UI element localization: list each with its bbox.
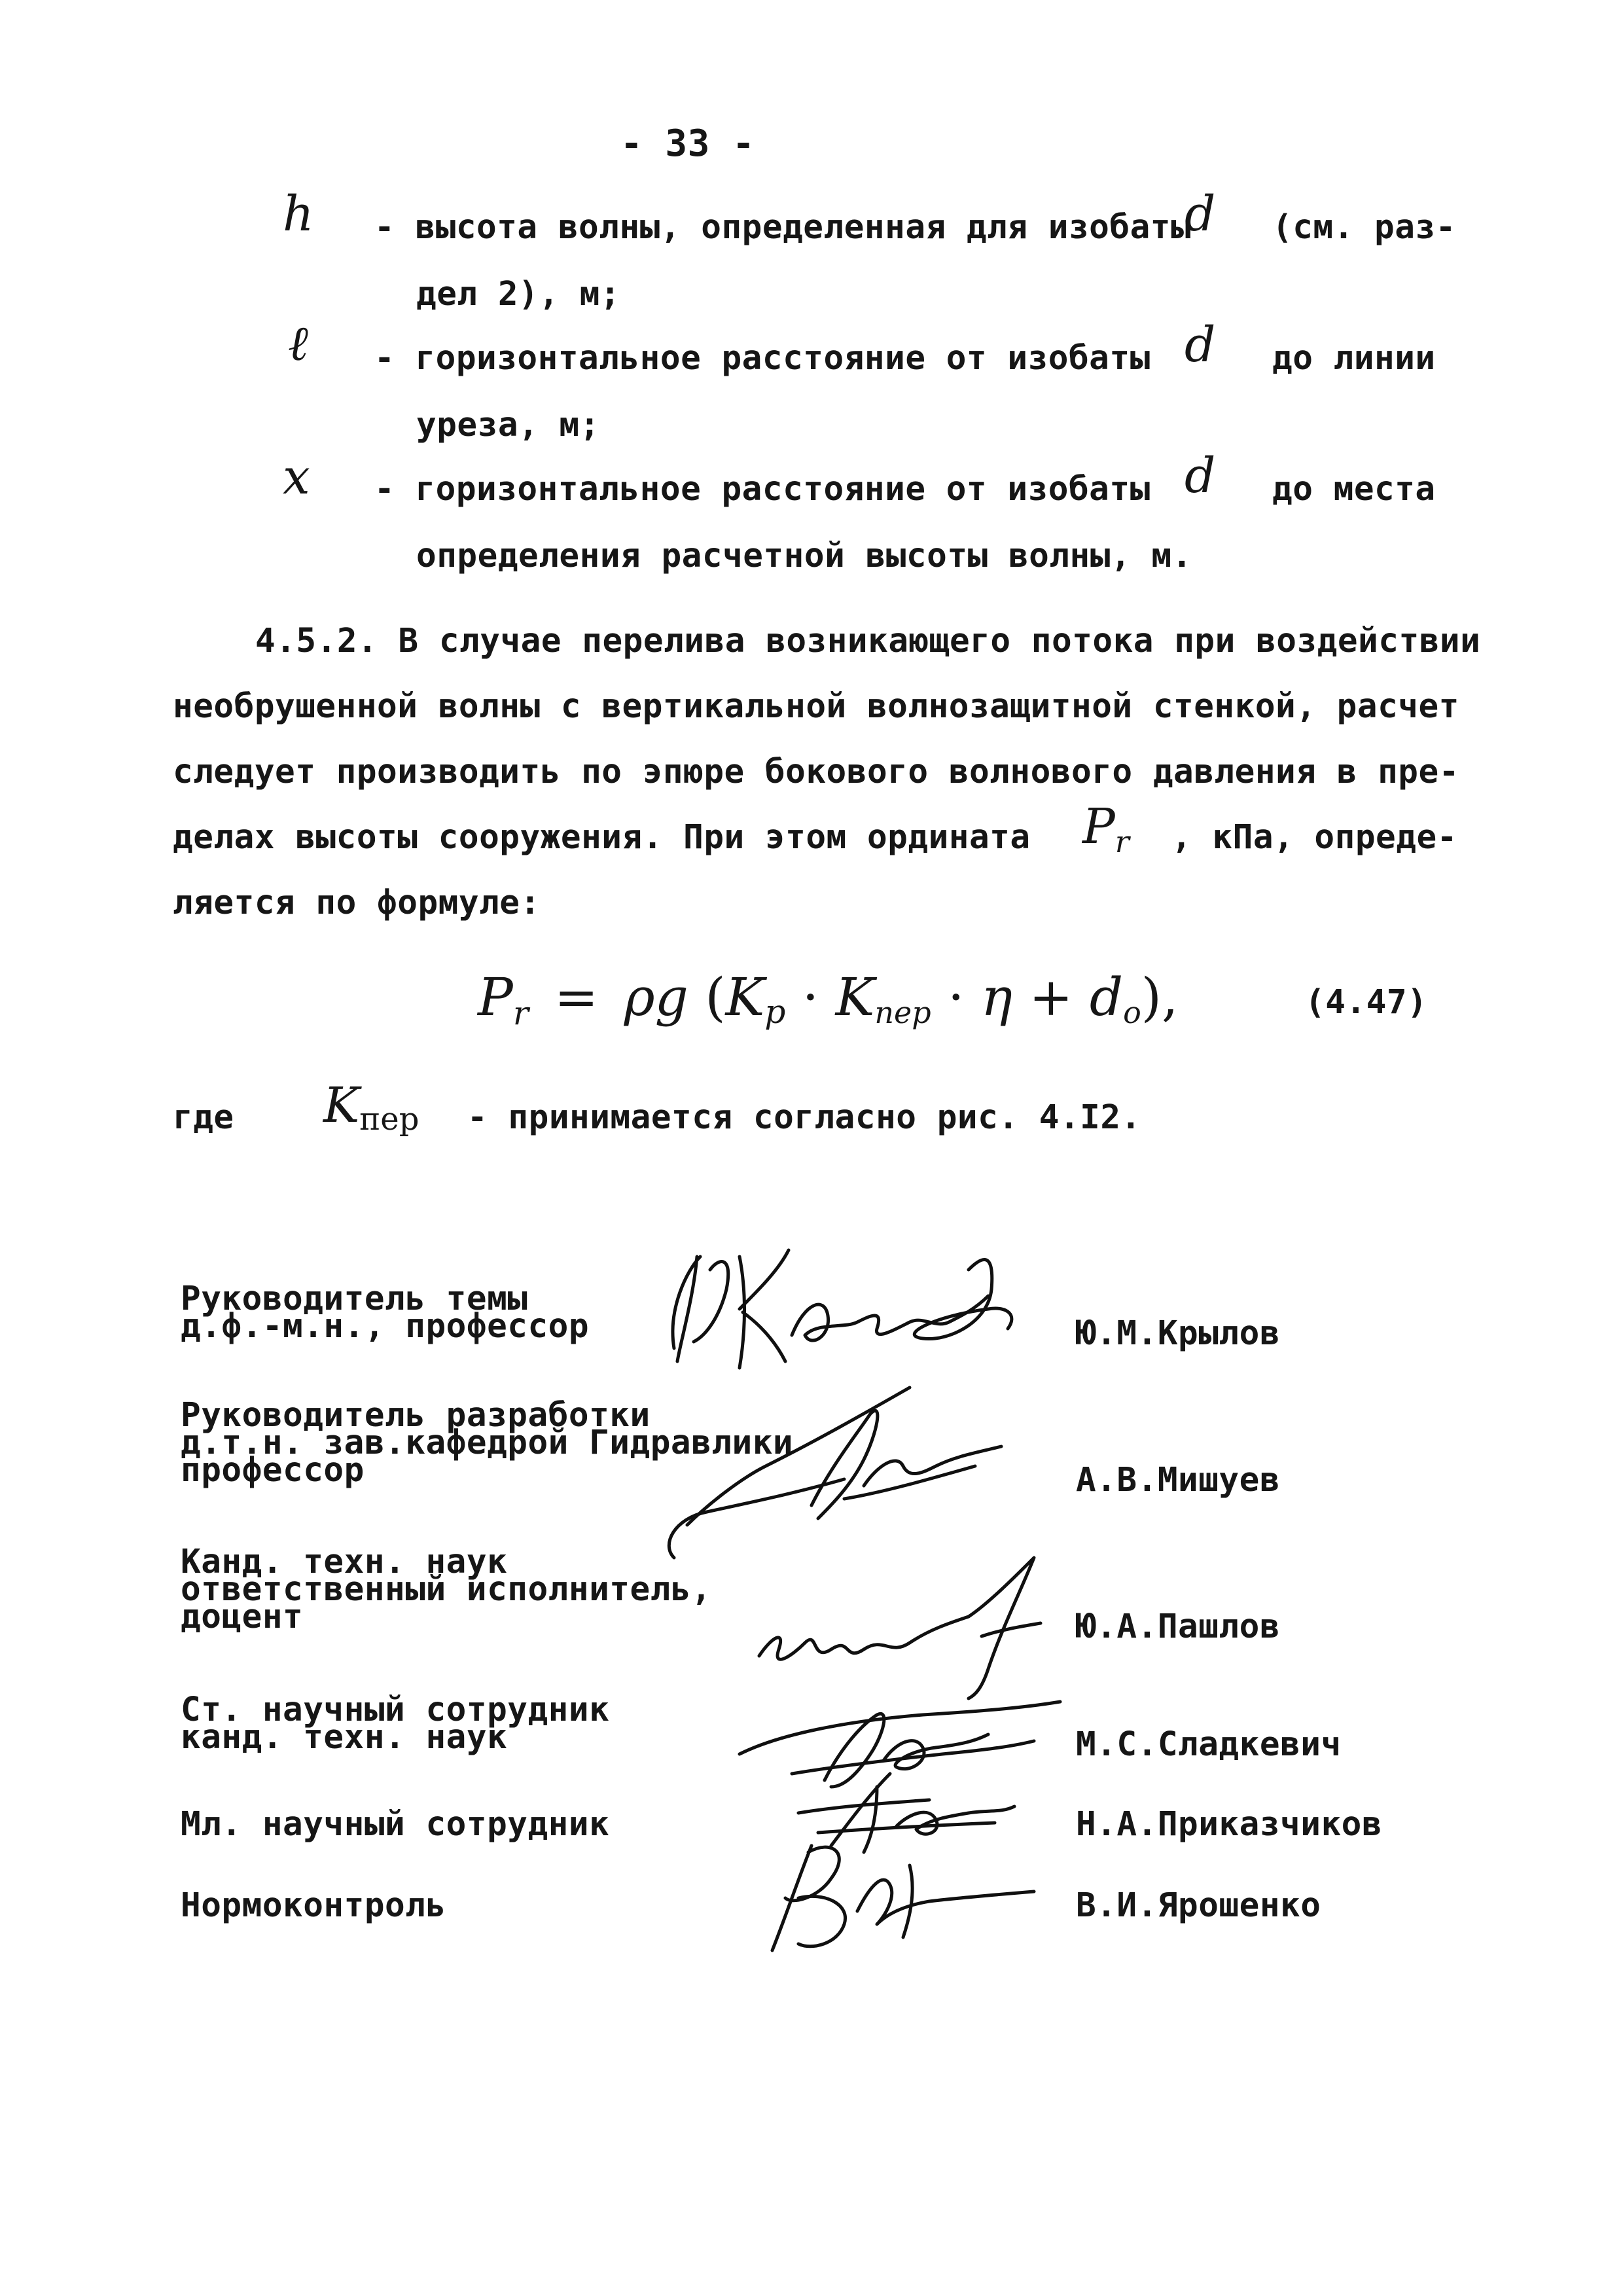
formula-open-paren: (: [705, 967, 726, 1028]
signatory-6-name: В.И.Ярошенко: [1076, 1886, 1321, 1925]
signatory-3-name: Ю.А.Пашлов: [1076, 1607, 1281, 1646]
def-1-line2: дел 2), м;: [416, 275, 621, 314]
def-3-line1: - горизонтальное расстояние от изобаты: [374, 470, 1150, 509]
where-text: - принимается согласно рис. 4.I2.: [467, 1098, 1141, 1137]
signatory-4-title: [181, 1691, 610, 1757]
signature-yaroshenko: [746, 1826, 1047, 1957]
formula-plus: +: [1029, 967, 1073, 1028]
def-3-line1-tail: до места: [1272, 470, 1436, 509]
page-number: - 33 -: [620, 122, 755, 165]
formula-k-per: K: [835, 967, 875, 1028]
signatory-5-name: Н.А.Приказчиков: [1076, 1805, 1383, 1844]
where-symbol-sub: пер: [359, 1101, 419, 1138]
formula: [478, 967, 1179, 1032]
formula-equals: =: [554, 967, 599, 1028]
def-1-line1-symbol: d: [1185, 186, 1216, 242]
paragraph-line-3: следует производить по эпюре бокового волнового давления в пре-: [173, 753, 1459, 791]
signatory-1-title-line-2: д.ф.-м.н., профессор: [181, 1307, 590, 1346]
def-1-line1: - высота волны, определенная для изобаты: [374, 208, 1192, 247]
def-2-line1: - горизонтальное расстояние от изобаты: [374, 339, 1150, 378]
def-2-line2: уреза, м;: [416, 406, 600, 444]
formula-k-per-sub: пер: [874, 995, 931, 1030]
signatory-5-title: Мл. научный сотрудник: [181, 1805, 610, 1844]
def-3-line2: определения расчетной высоты волны, м.: [416, 537, 1192, 575]
def-2-symbol: ℓ: [288, 315, 308, 372]
paragraph-line-2: необрушенной волны с вертикальной волнозащитной стенкой, расчет: [173, 687, 1459, 726]
signatory-4-title-line-1: Ст. научный сотрудник: [181, 1691, 610, 1729]
formula-dot-2: ·: [948, 967, 965, 1028]
signature-mishuev: [648, 1374, 1014, 1571]
signatory-4-title-line-2: канд. техн. наук: [181, 1718, 508, 1757]
signatory-2-title-line-3: профессор: [181, 1451, 365, 1490]
signatory-1-title: [181, 1280, 590, 1346]
formula-d: d: [1089, 967, 1124, 1028]
formula-number: (4.47): [1305, 983, 1428, 1022]
formula-eta: η: [981, 967, 1012, 1028]
signatory-3-title-line-1: Канд. техн. наук: [181, 1543, 508, 1581]
formula-dot-1: ·: [802, 967, 819, 1028]
def-3-line1-symbol: d: [1185, 448, 1216, 504]
formula-k: K: [725, 967, 765, 1028]
signatory-1-title-line-1: Руководитель темы: [181, 1280, 528, 1318]
formula-lhs: P: [478, 967, 513, 1028]
signatory-2-title-line-2: д.т.н. зав.кафедрой Гидравлики: [181, 1424, 794, 1462]
paragraph-line-4: делах высоты сооружения. При этом ордината: [173, 818, 1031, 857]
def-2-line1-tail: до линии: [1272, 339, 1436, 378]
paragraph-line-4-tail: , кПа, опреде-: [1171, 818, 1457, 857]
formula-close-paren: ),: [1141, 967, 1179, 1028]
paragraph-line-5: ляется по формуле:: [173, 884, 541, 922]
formula-d-sub: o: [1123, 995, 1141, 1030]
signatory-2-title-line-1: Руководитель разработки: [181, 1396, 651, 1435]
def-2-line1-symbol: d: [1185, 317, 1216, 373]
signatory-3-title-line-3: доцент: [181, 1598, 304, 1636]
formula-rho-g: ρg: [624, 967, 688, 1028]
formula-lhs-sub: r: [512, 994, 529, 1032]
signatory-4-name: М.С.Сладкевич: [1076, 1725, 1342, 1764]
signatory-3-title: [181, 1543, 712, 1636]
def-3-symbol: x: [283, 449, 310, 505]
signatory-6-title: Нормоконтроль: [181, 1886, 446, 1925]
ordinate-symbol-main: P: [1082, 798, 1115, 855]
ordinate-symbol-sub: r: [1115, 824, 1130, 859]
signatory-2-name: А.В.Мишуев: [1076, 1461, 1281, 1499]
def-1-line1-tail: (см. раз-: [1272, 208, 1456, 247]
def-1-symbol: h: [283, 186, 314, 242]
where-symbol: [323, 1077, 419, 1138]
formula-k-sub: p: [764, 993, 786, 1031]
where-symbol-main: K: [323, 1077, 360, 1134]
ordinate-symbol: [1082, 798, 1130, 859]
signatory-1-name: Ю.М.Крылов: [1076, 1314, 1281, 1353]
paragraph-line-1: 4.5.2. В случае перелива возникающего потока при воздействии: [255, 622, 1481, 660]
where-label: где: [173, 1098, 234, 1137]
signature-krylov: [648, 1230, 1027, 1388]
signatory-3-title-line-2: ответственный исполнитель,: [181, 1570, 712, 1609]
